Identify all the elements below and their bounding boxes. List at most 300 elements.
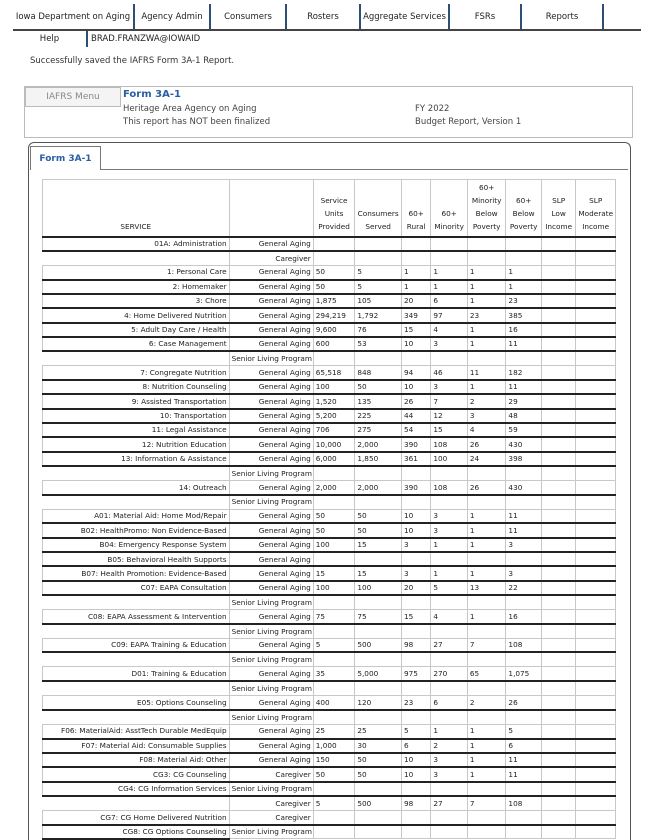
value-cell[interactable] bbox=[313, 251, 355, 265]
value-cell[interactable] bbox=[313, 782, 355, 796]
value-cell[interactable] bbox=[401, 782, 430, 796]
value-cell[interactable] bbox=[313, 237, 355, 251]
value-cell[interactable]: 48 bbox=[506, 409, 541, 423]
value-cell[interactable] bbox=[401, 710, 430, 724]
value-cell[interactable] bbox=[576, 538, 616, 552]
value-cell[interactable]: 11 bbox=[506, 509, 541, 523]
value-cell[interactable] bbox=[541, 825, 575, 839]
value-cell[interactable] bbox=[576, 380, 616, 394]
value-cell[interactable]: 1,000 bbox=[313, 739, 355, 753]
value-cell[interactable] bbox=[541, 710, 575, 724]
value-cell[interactable] bbox=[467, 351, 506, 365]
value-cell[interactable]: 100 bbox=[313, 538, 355, 552]
value-cell[interactable]: 182 bbox=[506, 366, 541, 380]
value-cell[interactable] bbox=[506, 810, 541, 824]
value-cell[interactable] bbox=[576, 237, 616, 251]
value-cell[interactable] bbox=[576, 681, 616, 695]
value-cell[interactable]: 108 bbox=[506, 796, 541, 810]
value-cell[interactable]: 2 bbox=[431, 739, 468, 753]
value-cell[interactable]: 500 bbox=[355, 796, 402, 810]
value-cell[interactable]: 7 bbox=[431, 394, 468, 408]
value-cell[interactable]: 848 bbox=[355, 366, 402, 380]
value-cell[interactable] bbox=[576, 825, 616, 839]
value-cell[interactable] bbox=[576, 581, 616, 595]
value-cell[interactable]: 1 bbox=[467, 323, 506, 337]
value-cell[interactable]: 23 bbox=[467, 308, 506, 322]
value-cell[interactable]: 1 bbox=[431, 538, 468, 552]
value-cell[interactable]: 225 bbox=[355, 409, 402, 423]
value-cell[interactable] bbox=[355, 595, 402, 609]
value-cell[interactable] bbox=[576, 394, 616, 408]
value-cell[interactable] bbox=[576, 495, 616, 509]
value-cell[interactable] bbox=[506, 466, 541, 480]
value-cell[interactable] bbox=[467, 825, 506, 839]
value-cell[interactable]: 10 bbox=[401, 509, 430, 523]
value-cell[interactable]: 26 bbox=[467, 437, 506, 451]
value-cell[interactable] bbox=[541, 366, 575, 380]
value-cell[interactable]: 26 bbox=[467, 480, 506, 494]
value-cell[interactable] bbox=[541, 595, 575, 609]
value-cell[interactable]: 3 bbox=[431, 753, 468, 767]
value-cell[interactable]: 600 bbox=[313, 337, 355, 351]
value-cell[interactable]: 50 bbox=[355, 523, 402, 537]
value-cell[interactable] bbox=[401, 652, 430, 666]
value-cell[interactable]: 3 bbox=[506, 538, 541, 552]
value-cell[interactable]: 120 bbox=[355, 696, 402, 710]
value-cell[interactable]: 16 bbox=[506, 609, 541, 623]
value-cell[interactable] bbox=[355, 466, 402, 480]
value-cell[interactable] bbox=[541, 466, 575, 480]
value-cell[interactable]: 35 bbox=[313, 667, 355, 681]
value-cell[interactable]: 11 bbox=[506, 523, 541, 537]
value-cell[interactable] bbox=[541, 452, 575, 466]
value-cell[interactable]: 2 bbox=[467, 696, 506, 710]
value-cell[interactable] bbox=[401, 552, 430, 566]
value-cell[interactable] bbox=[541, 265, 575, 279]
value-cell[interactable] bbox=[313, 552, 355, 566]
tab-form-3a-1[interactable]: Form 3A-1 bbox=[30, 146, 101, 170]
value-cell[interactable] bbox=[355, 825, 402, 839]
value-cell[interactable] bbox=[431, 552, 468, 566]
value-cell[interactable] bbox=[506, 251, 541, 265]
value-cell[interactable]: 20 bbox=[401, 294, 430, 308]
value-cell[interactable]: 12 bbox=[431, 409, 468, 423]
value-cell[interactable]: 6 bbox=[431, 696, 468, 710]
value-cell[interactable]: 3 bbox=[431, 523, 468, 537]
value-cell[interactable] bbox=[401, 237, 430, 251]
value-cell[interactable]: 2,000 bbox=[313, 480, 355, 494]
value-cell[interactable]: 500 bbox=[355, 638, 402, 652]
value-cell[interactable]: 5 bbox=[313, 796, 355, 810]
value-cell[interactable] bbox=[467, 552, 506, 566]
value-cell[interactable] bbox=[467, 782, 506, 796]
value-cell[interactable]: 11 bbox=[506, 380, 541, 394]
value-cell[interactable] bbox=[541, 380, 575, 394]
value-cell[interactable] bbox=[576, 667, 616, 681]
value-cell[interactable]: 11 bbox=[506, 337, 541, 351]
value-cell[interactable]: 1 bbox=[401, 280, 430, 294]
value-cell[interactable] bbox=[431, 825, 468, 839]
value-cell[interactable] bbox=[541, 351, 575, 365]
value-cell[interactable]: 24 bbox=[467, 452, 506, 466]
value-cell[interactable]: 11 bbox=[506, 767, 541, 781]
nav-rosters[interactable]: Rosters bbox=[287, 4, 361, 29]
value-cell[interactable] bbox=[355, 495, 402, 509]
value-cell[interactable] bbox=[467, 810, 506, 824]
value-cell[interactable]: 1 bbox=[467, 523, 506, 537]
value-cell[interactable] bbox=[467, 237, 506, 251]
value-cell[interactable]: 15 bbox=[313, 566, 355, 580]
value-cell[interactable]: 16 bbox=[506, 323, 541, 337]
value-cell[interactable] bbox=[431, 624, 468, 638]
value-cell[interactable]: 5,200 bbox=[313, 409, 355, 423]
value-cell[interactable]: 26 bbox=[401, 394, 430, 408]
value-cell[interactable] bbox=[431, 466, 468, 480]
value-cell[interactable] bbox=[467, 681, 506, 695]
value-cell[interactable] bbox=[541, 581, 575, 595]
value-cell[interactable]: 1,792 bbox=[355, 308, 402, 322]
value-cell[interactable]: 5 bbox=[355, 280, 402, 294]
value-cell[interactable] bbox=[313, 825, 355, 839]
value-cell[interactable] bbox=[576, 696, 616, 710]
value-cell[interactable]: 1 bbox=[467, 509, 506, 523]
value-cell[interactable] bbox=[431, 495, 468, 509]
value-cell[interactable]: 108 bbox=[431, 437, 468, 451]
value-cell[interactable] bbox=[401, 466, 430, 480]
value-cell[interactable] bbox=[541, 609, 575, 623]
value-cell[interactable]: 1 bbox=[467, 724, 506, 738]
value-cell[interactable] bbox=[506, 552, 541, 566]
value-cell[interactable] bbox=[355, 710, 402, 724]
value-cell[interactable]: 15 bbox=[355, 538, 402, 552]
value-cell[interactable] bbox=[541, 294, 575, 308]
value-cell[interactable]: 94 bbox=[401, 366, 430, 380]
value-cell[interactable]: 3 bbox=[401, 538, 430, 552]
value-cell[interactable] bbox=[431, 351, 468, 365]
value-cell[interactable]: 390 bbox=[401, 437, 430, 451]
value-cell[interactable]: 975 bbox=[401, 667, 430, 681]
value-cell[interactable] bbox=[541, 767, 575, 781]
value-cell[interactable] bbox=[541, 753, 575, 767]
value-cell[interactable] bbox=[541, 638, 575, 652]
value-cell[interactable] bbox=[431, 251, 468, 265]
value-cell[interactable]: 1,875 bbox=[313, 294, 355, 308]
value-cell[interactable] bbox=[541, 251, 575, 265]
value-cell[interactable] bbox=[576, 308, 616, 322]
value-cell[interactable] bbox=[313, 595, 355, 609]
value-cell[interactable]: 1 bbox=[467, 538, 506, 552]
value-cell[interactable]: 100 bbox=[313, 380, 355, 394]
value-cell[interactable]: 1 bbox=[506, 265, 541, 279]
value-cell[interactable] bbox=[506, 652, 541, 666]
value-cell[interactable] bbox=[576, 624, 616, 638]
value-cell[interactable]: 1 bbox=[467, 753, 506, 767]
value-cell[interactable]: 50 bbox=[313, 509, 355, 523]
value-cell[interactable]: 97 bbox=[431, 308, 468, 322]
value-cell[interactable]: 3 bbox=[401, 566, 430, 580]
value-cell[interactable]: 150 bbox=[313, 753, 355, 767]
value-cell[interactable] bbox=[576, 724, 616, 738]
value-cell[interactable]: 3 bbox=[506, 566, 541, 580]
value-cell[interactable] bbox=[355, 237, 402, 251]
value-cell[interactable] bbox=[576, 652, 616, 666]
iafrs-menu-button[interactable]: IAFRS Menu bbox=[25, 87, 121, 107]
value-cell[interactable]: 25 bbox=[355, 724, 402, 738]
value-cell[interactable]: 50 bbox=[355, 767, 402, 781]
value-cell[interactable]: 75 bbox=[355, 609, 402, 623]
value-cell[interactable] bbox=[431, 237, 468, 251]
value-cell[interactable] bbox=[541, 810, 575, 824]
value-cell[interactable]: 30 bbox=[355, 739, 402, 753]
value-cell[interactable] bbox=[576, 423, 616, 437]
value-cell[interactable]: 10,000 bbox=[313, 437, 355, 451]
value-cell[interactable] bbox=[467, 624, 506, 638]
value-cell[interactable] bbox=[576, 294, 616, 308]
value-cell[interactable]: 270 bbox=[431, 667, 468, 681]
value-cell[interactable] bbox=[541, 782, 575, 796]
value-cell[interactable]: 349 bbox=[401, 308, 430, 322]
value-cell[interactable] bbox=[541, 667, 575, 681]
nav-aggregate-services[interactable]: Aggregate Services bbox=[361, 4, 450, 29]
value-cell[interactable] bbox=[401, 495, 430, 509]
value-cell[interactable] bbox=[401, 351, 430, 365]
value-cell[interactable]: 430 bbox=[506, 480, 541, 494]
value-cell[interactable]: 50 bbox=[355, 753, 402, 767]
value-cell[interactable]: 3 bbox=[467, 409, 506, 423]
value-cell[interactable]: 7 bbox=[467, 796, 506, 810]
value-cell[interactable] bbox=[576, 796, 616, 810]
value-cell[interactable]: 5 bbox=[506, 724, 541, 738]
value-cell[interactable]: 11 bbox=[506, 753, 541, 767]
value-cell[interactable] bbox=[431, 681, 468, 695]
value-cell[interactable] bbox=[576, 767, 616, 781]
value-cell[interactable] bbox=[401, 595, 430, 609]
value-cell[interactable] bbox=[576, 409, 616, 423]
value-cell[interactable] bbox=[355, 652, 402, 666]
value-cell[interactable] bbox=[576, 710, 616, 724]
value-cell[interactable]: 98 bbox=[401, 638, 430, 652]
value-cell[interactable]: 15 bbox=[401, 323, 430, 337]
value-cell[interactable] bbox=[467, 251, 506, 265]
value-cell[interactable]: 6 bbox=[401, 739, 430, 753]
value-cell[interactable] bbox=[506, 351, 541, 365]
value-cell[interactable]: 50 bbox=[355, 380, 402, 394]
value-cell[interactable] bbox=[541, 308, 575, 322]
value-cell[interactable] bbox=[576, 480, 616, 494]
value-cell[interactable]: 1 bbox=[467, 265, 506, 279]
value-cell[interactable]: 3 bbox=[431, 380, 468, 394]
value-cell[interactable] bbox=[541, 624, 575, 638]
value-cell[interactable] bbox=[576, 609, 616, 623]
value-cell[interactable]: 23 bbox=[401, 696, 430, 710]
value-cell[interactable] bbox=[576, 280, 616, 294]
value-cell[interactable]: 53 bbox=[355, 337, 402, 351]
value-cell[interactable] bbox=[576, 351, 616, 365]
value-cell[interactable] bbox=[541, 681, 575, 695]
value-cell[interactable] bbox=[313, 495, 355, 509]
value-cell[interactable] bbox=[467, 466, 506, 480]
value-cell[interactable]: 1 bbox=[401, 265, 430, 279]
nav-iowa-department-on-aging[interactable]: Iowa Department on Aging bbox=[13, 4, 135, 29]
value-cell[interactable] bbox=[401, 624, 430, 638]
value-cell[interactable] bbox=[467, 652, 506, 666]
value-cell[interactable]: 98 bbox=[401, 796, 430, 810]
value-cell[interactable]: 1 bbox=[467, 739, 506, 753]
value-cell[interactable] bbox=[576, 552, 616, 566]
value-cell[interactable] bbox=[401, 825, 430, 839]
value-cell[interactable]: 108 bbox=[431, 480, 468, 494]
value-cell[interactable]: 44 bbox=[401, 409, 430, 423]
value-cell[interactable] bbox=[541, 437, 575, 451]
value-cell[interactable] bbox=[576, 265, 616, 279]
value-cell[interactable]: 26 bbox=[506, 696, 541, 710]
value-cell[interactable]: 4 bbox=[431, 609, 468, 623]
value-cell[interactable]: 9,600 bbox=[313, 323, 355, 337]
value-cell[interactable]: 27 bbox=[431, 638, 468, 652]
value-cell[interactable] bbox=[541, 552, 575, 566]
value-cell[interactable] bbox=[355, 351, 402, 365]
value-cell[interactable] bbox=[541, 495, 575, 509]
value-cell[interactable] bbox=[576, 638, 616, 652]
value-cell[interactable]: 15 bbox=[401, 609, 430, 623]
value-cell[interactable] bbox=[355, 624, 402, 638]
nav-reports[interactable]: Reports bbox=[522, 4, 604, 29]
value-cell[interactable] bbox=[431, 710, 468, 724]
nav-fsrs[interactable]: FSRs bbox=[450, 4, 522, 29]
value-cell[interactable]: 1 bbox=[467, 380, 506, 394]
value-cell[interactable]: 398 bbox=[506, 452, 541, 466]
value-cell[interactable]: 1 bbox=[431, 280, 468, 294]
value-cell[interactable]: 10 bbox=[401, 337, 430, 351]
value-cell[interactable] bbox=[576, 323, 616, 337]
value-cell[interactable]: 1 bbox=[431, 265, 468, 279]
value-cell[interactable] bbox=[506, 782, 541, 796]
value-cell[interactable] bbox=[576, 566, 616, 580]
value-cell[interactable] bbox=[576, 509, 616, 523]
value-cell[interactable]: 1,850 bbox=[355, 452, 402, 466]
value-cell[interactable]: 50 bbox=[313, 523, 355, 537]
value-cell[interactable]: 3 bbox=[431, 337, 468, 351]
value-cell[interactable] bbox=[506, 495, 541, 509]
value-cell[interactable] bbox=[313, 652, 355, 666]
value-cell[interactable]: 6 bbox=[506, 739, 541, 753]
value-cell[interactable] bbox=[467, 595, 506, 609]
value-cell[interactable] bbox=[506, 237, 541, 251]
value-cell[interactable]: 706 bbox=[313, 423, 355, 437]
value-cell[interactable] bbox=[431, 810, 468, 824]
value-cell[interactable]: 100 bbox=[431, 452, 468, 466]
value-cell[interactable]: 100 bbox=[313, 581, 355, 595]
value-cell[interactable]: 65 bbox=[467, 667, 506, 681]
value-cell[interactable] bbox=[355, 552, 402, 566]
value-cell[interactable]: 10 bbox=[401, 380, 430, 394]
value-cell[interactable] bbox=[313, 810, 355, 824]
value-cell[interactable]: 1 bbox=[467, 566, 506, 580]
value-cell[interactable]: 1 bbox=[431, 566, 468, 580]
value-cell[interactable] bbox=[541, 509, 575, 523]
value-cell[interactable]: 27 bbox=[431, 796, 468, 810]
value-cell[interactable]: 100 bbox=[355, 581, 402, 595]
value-cell[interactable]: 29 bbox=[506, 394, 541, 408]
value-cell[interactable] bbox=[313, 351, 355, 365]
value-cell[interactable]: 2 bbox=[467, 394, 506, 408]
value-cell[interactable]: 361 bbox=[401, 452, 430, 466]
value-cell[interactable]: 50 bbox=[355, 509, 402, 523]
value-cell[interactable] bbox=[541, 538, 575, 552]
value-cell[interactable]: 59 bbox=[506, 423, 541, 437]
value-cell[interactable]: 6,000 bbox=[313, 452, 355, 466]
value-cell[interactable]: 10 bbox=[401, 753, 430, 767]
value-cell[interactable]: 50 bbox=[313, 280, 355, 294]
value-cell[interactable]: 1 bbox=[506, 280, 541, 294]
value-cell[interactable]: 3 bbox=[431, 767, 468, 781]
value-cell[interactable]: 4 bbox=[431, 323, 468, 337]
value-cell[interactable] bbox=[506, 681, 541, 695]
value-cell[interactable] bbox=[576, 782, 616, 796]
value-cell[interactable]: 7 bbox=[467, 638, 506, 652]
value-cell[interactable] bbox=[541, 480, 575, 494]
value-cell[interactable] bbox=[576, 810, 616, 824]
value-cell[interactable]: 294,219 bbox=[313, 308, 355, 322]
value-cell[interactable] bbox=[576, 753, 616, 767]
value-cell[interactable]: 1 bbox=[431, 724, 468, 738]
value-cell[interactable] bbox=[541, 280, 575, 294]
value-cell[interactable]: 23 bbox=[506, 294, 541, 308]
value-cell[interactable]: 5 bbox=[401, 724, 430, 738]
value-cell[interactable] bbox=[355, 251, 402, 265]
value-cell[interactable] bbox=[576, 523, 616, 537]
nav-help[interactable]: Help bbox=[13, 31, 88, 47]
value-cell[interactable] bbox=[541, 566, 575, 580]
value-cell[interactable]: 2,000 bbox=[355, 480, 402, 494]
value-cell[interactable] bbox=[541, 394, 575, 408]
value-cell[interactable] bbox=[355, 681, 402, 695]
value-cell[interactable] bbox=[467, 495, 506, 509]
value-cell[interactable]: 13 bbox=[467, 581, 506, 595]
value-cell[interactable] bbox=[401, 681, 430, 695]
value-cell[interactable]: 1 bbox=[467, 609, 506, 623]
value-cell[interactable] bbox=[541, 652, 575, 666]
value-cell[interactable]: 22 bbox=[506, 581, 541, 595]
value-cell[interactable] bbox=[576, 437, 616, 451]
value-cell[interactable]: 3 bbox=[431, 509, 468, 523]
value-cell[interactable]: 25 bbox=[313, 724, 355, 738]
value-cell[interactable] bbox=[313, 624, 355, 638]
value-cell[interactable]: 11 bbox=[467, 366, 506, 380]
value-cell[interactable] bbox=[355, 782, 402, 796]
value-cell[interactable]: 390 bbox=[401, 480, 430, 494]
value-cell[interactable] bbox=[506, 710, 541, 724]
value-cell[interactable]: 275 bbox=[355, 423, 402, 437]
value-cell[interactable]: 65,518 bbox=[313, 366, 355, 380]
value-cell[interactable]: 20 bbox=[401, 581, 430, 595]
value-cell[interactable]: 105 bbox=[355, 294, 402, 308]
value-cell[interactable] bbox=[576, 452, 616, 466]
value-cell[interactable] bbox=[576, 739, 616, 753]
value-cell[interactable]: 108 bbox=[506, 638, 541, 652]
value-cell[interactable] bbox=[313, 466, 355, 480]
value-cell[interactable]: 10 bbox=[401, 523, 430, 537]
value-cell[interactable] bbox=[506, 624, 541, 638]
value-cell[interactable]: 15 bbox=[431, 423, 468, 437]
value-cell[interactable] bbox=[467, 710, 506, 724]
value-cell[interactable]: 10 bbox=[401, 767, 430, 781]
value-cell[interactable]: 50 bbox=[313, 767, 355, 781]
value-cell[interactable]: 5 bbox=[313, 638, 355, 652]
value-cell[interactable]: 75 bbox=[313, 609, 355, 623]
nav-consumers[interactable]: Consumers bbox=[211, 4, 287, 29]
value-cell[interactable]: 1 bbox=[467, 337, 506, 351]
